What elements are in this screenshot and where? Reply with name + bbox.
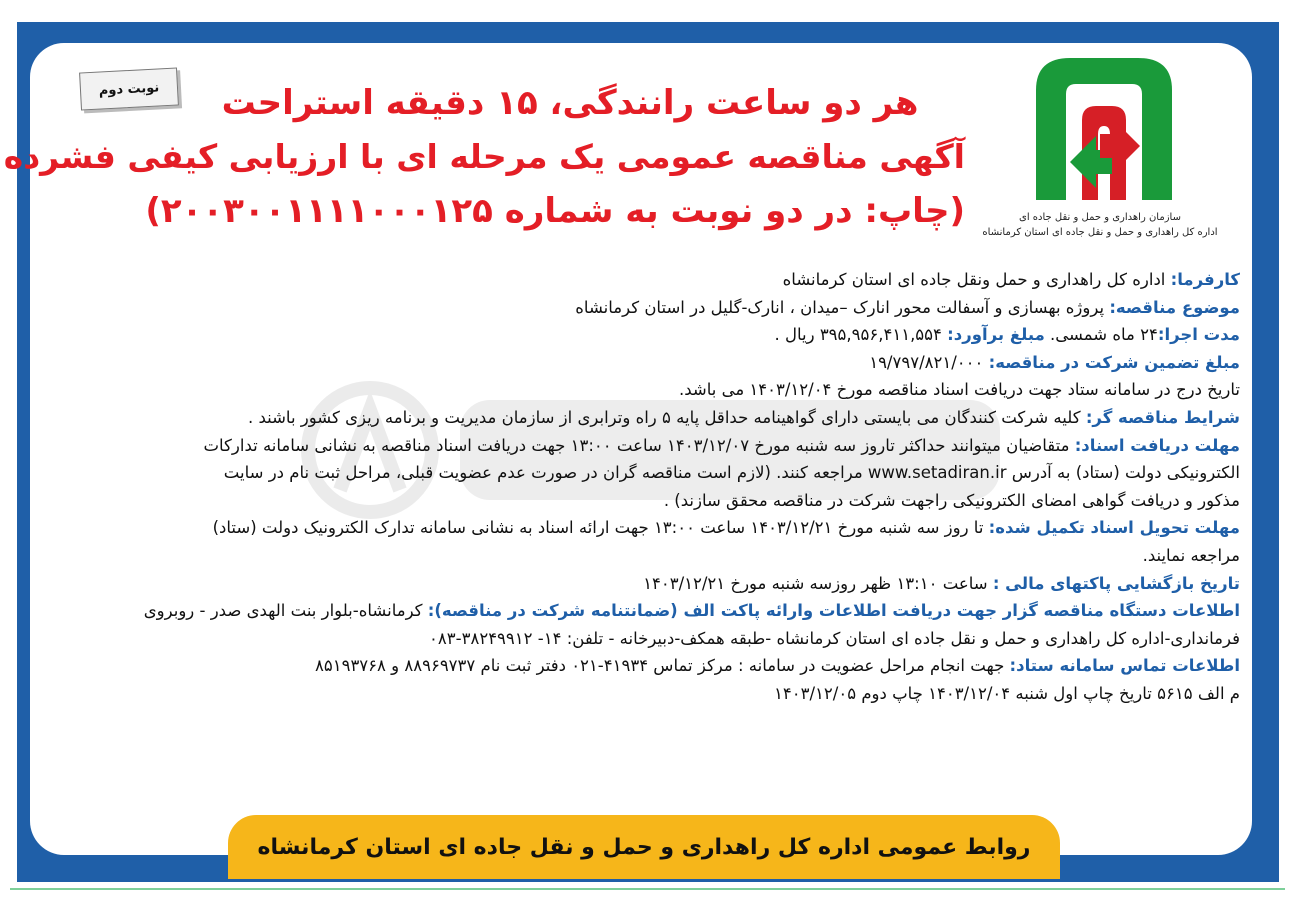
- subject-line: [68, 294, 1240, 322]
- top-rule: [0, 0, 1295, 10]
- contact-line: [68, 597, 1240, 625]
- headline-line-2: آگهی مناقصه عمومی یک مرحله ای با ارزیابی کیفی فشرده: [3, 137, 965, 176]
- opening-label: تاریخ بازگشایی پاکتهای مالی :: [992, 573, 1240, 593]
- docs-deadline-line: [68, 432, 1240, 460]
- public-relations-footer: روابط عمومی اداره کل راهداری و حمل و نقل جاده ای استان کرمانشاه: [228, 815, 1060, 879]
- duration-label: مدت اجرا:: [1157, 325, 1240, 345]
- org-name: [960, 210, 1240, 240]
- guarantee-line: [68, 349, 1240, 377]
- opening-value: ساعت ۱۳:۱۰ ظهر روزسه شنبه مورخ ۱۴۰۳/۱۲/۲۱: [643, 573, 993, 593]
- employer-label: کارفرما:: [1170, 270, 1240, 289]
- conditions-value: کلیه شرکت کنندگان می بایستی دارای گواهینامه حداقل پایه ۵ راه وترابری از سازمان مدیریت و برنامه ریزی کشور باشند .: [247, 407, 1086, 427]
- guarantee-label: مبلغ تضمین شرکت در مناقصه:: [988, 352, 1240, 372]
- headline-line-1: هر دو ساعت رانندگی، ۱۵ دقیقه استراحت: [221, 83, 919, 123]
- submission-line: [68, 514, 1240, 542]
- duration-line: [68, 321, 1240, 349]
- duration-value: ۲۴ ماه شمسی.: [1044, 325, 1158, 345]
- employer-line: [68, 266, 1240, 294]
- docs-deadline-line-2: الکترونیکی دولت (ستاد) به آدرس www.setadiran.ir مراجعه کنند. (لازم است مناقصه گران در صورت عدم عضویت قبلی، مراحل ثبت نام در سایت: [223, 463, 1240, 483]
- org-name-line-1: سازمان راهداری و حمل و نقل جاده ای: [1019, 212, 1181, 223]
- bottom-rule: [10, 888, 1285, 890]
- setad-contact-line: [68, 652, 1240, 680]
- org-name-line-2: اداره کل راهداری و حمل و نقل جاده ای استان کرمانشاه: [982, 227, 1218, 238]
- print-dates-line: م الف ۵۶۱۵ تاریخ چاپ اول شنبه ۱۴۰۳/۱۲/۰۴ چاپ دوم ۱۴۰۳/۱۲/۰۵: [774, 683, 1240, 703]
- tender-details: [68, 266, 1240, 708]
- submission-line-2: مراجعه نمایند.: [1142, 545, 1240, 565]
- docs-deadline-label: مهلت دریافت اسناد:: [1074, 435, 1240, 455]
- conditions-label: شرایط مناقصه گر:: [1085, 407, 1240, 427]
- estimate-label: مبلغ برآورد:: [947, 325, 1045, 345]
- setad-contact-value: جهت انجام مراحل عضویت در سامانه : مرکز تماس ۴۱۹۳۴-۰۲۱ دفتر ثبت نام ۸۸۹۶۹۷۳۷ و ۸۵۱۹۳۷۶۸: [315, 656, 1010, 676]
- road-transport-logo-icon: [1030, 50, 1178, 210]
- contact-value: کرمانشاه-بلوار بنت الهدی صدر - روبروی: [143, 601, 428, 621]
- publish-date-line: تاریخ درج در سامانه ستاد جهت دریافت اسناد مناقصه مورخ ۱۴۰۳/۱۲/۰۴ می باشد.: [678, 380, 1240, 400]
- docs-deadline-line-3: مذکور و دریافت گواهی امضای الکترونیکی راجهت شرکت در مناقصه محقق سازند) .: [663, 490, 1240, 510]
- contact-line-2: فرمانداری-اداره کل راهداری و حمل و نقل جاده ای استان کرمانشاه -طبقه همکف-دبیرخانه - تلفن: ۱۴- ۳۸۲۴۹۹۱۲-۰۸۳: [429, 628, 1240, 648]
- docs-deadline-value: متقاضیان میتوانند حداکثر تاروز سه شنبه مورخ ۱۴۰۳/۱۲/۰۷ ساعت ۱۳:۰۰ جهت دریافت اسناد مناقصه به نشانی سامانه تدارکات: [203, 435, 1075, 455]
- headline-line-3: (چاپ: در دو نوبت به شماره ۲۰۰۳۰۰۱۱۱۱۰۰۰۱۲۵): [145, 191, 965, 231]
- setad-contact-label: اطلاعات تماس سامانه ستاد:: [1009, 656, 1240, 676]
- submission-label: مهلت تحویل اسناد تکمیل شده:: [988, 518, 1240, 538]
- opening-line: [68, 570, 1240, 598]
- contact-label: اطلاعات دستگاه مناقصه گزار جهت دریافت اطلاعات وارائه پاکت الف (ضمانتنامه شرکت در مناقصه):: [427, 601, 1240, 621]
- estimate-value: ۳۹۵,۹۵۶,۴۱۱,۵۵۴ ریال .: [774, 325, 948, 345]
- submission-value: تا روز سه شنبه مورخ ۱۴۰۳/۱۲/۲۱ ساعت ۱۳:۰۰ جهت ارائه اسناد به نشانی سامانه تدارک الکترونیک دولت (ستاد): [212, 518, 989, 538]
- employer-value: اداره کل راهداری و حمل ونقل جاده ای استان کرمانشاه: [782, 270, 1171, 289]
- second-print-badge: نوبت دوم: [79, 67, 179, 110]
- subject-value: پروژه بهسازی و آسفالت محور انارک –میدان ، انارک-گلیل در استان کرمانشاه: [575, 297, 1110, 317]
- conditions-line: [68, 404, 1240, 432]
- subject-label: موضوع مناقصه:: [1109, 297, 1240, 317]
- guarantee-value: ۱۹/۷۹۷/۸۲۱/۰۰۰: [869, 352, 989, 372]
